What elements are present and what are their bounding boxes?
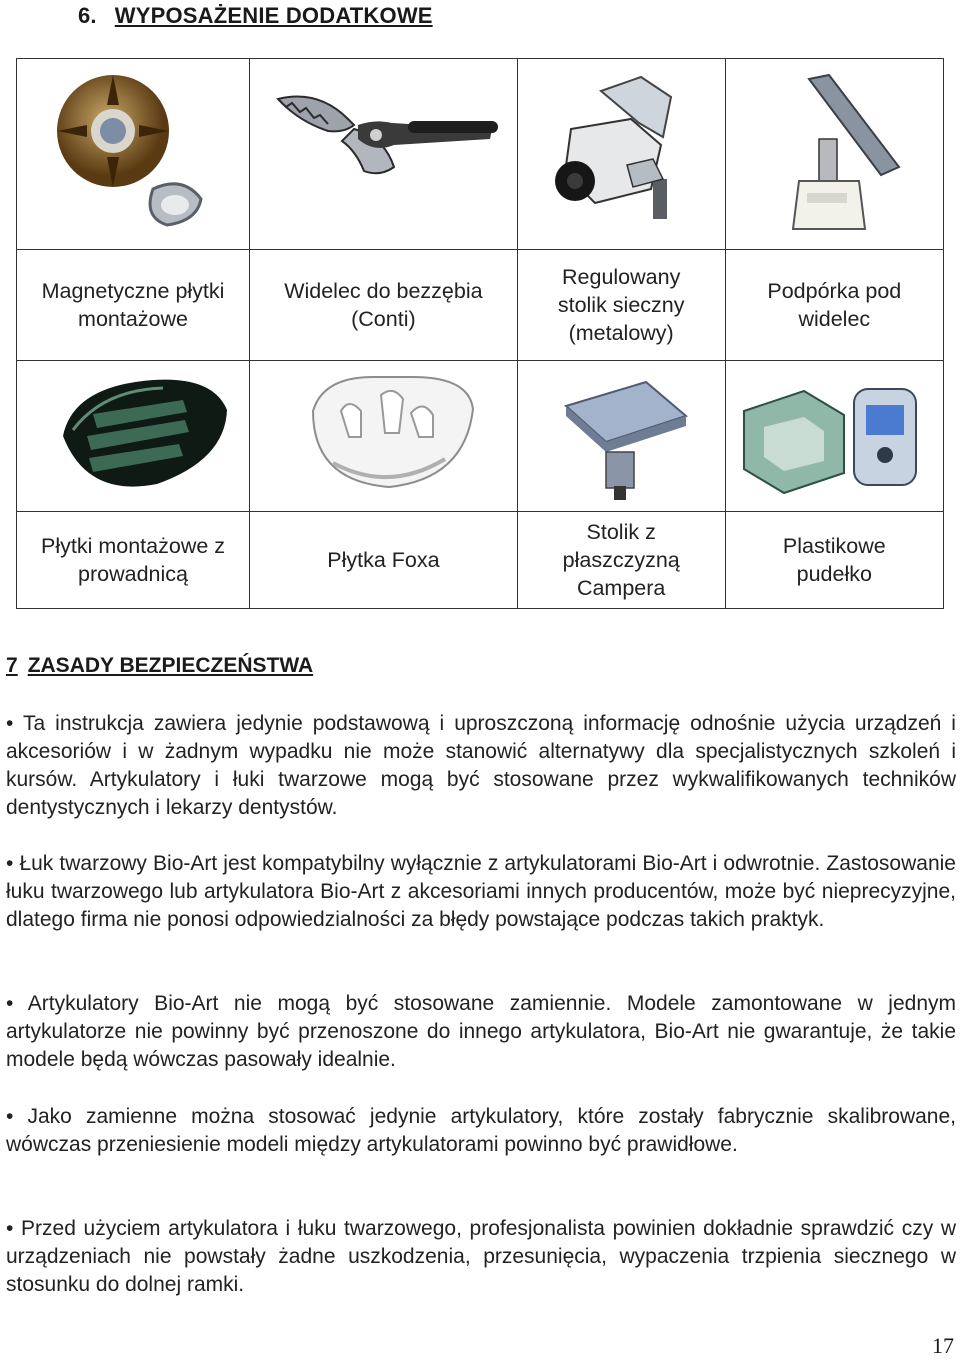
safety-paragraph-5: [6, 1215, 956, 1299]
fork-support-cell: [725, 59, 943, 250]
caption-guided-plates: Płytki montażowe z prowadnicą: [17, 512, 250, 609]
section-7-number: 7: [6, 654, 18, 677]
safety-text-1: Ta instrukcja zawiera jedynie podstawową i uproszczoną informację odnośnie użycia urządzeń i akcesoriów i w żadnym wypadku nie może stanowić alternatywy dla specjalistycznych szkoleń i kursów. Artykulatory i łuki twarzowe mogą być stosowane przez wykwalifikowanych techników dentystycznych i lekarzy dentystów.: [6, 712, 956, 819]
safety-paragraph-3: [6, 990, 956, 1074]
accessories-caption-row-2: [17, 512, 944, 609]
safety-text-2: Łuk twarzowy Bio-Art jest kompatybilny wyłącznie z artykulatorami Bio-Art i odwrotnie. Zastosowanie łuku twarzowego lub artykulatora Bio-Art z akcesoriami innych producentów, może być nieprecyzyjne, dlatego firma nie ponosi odpowiedzialności za błędy powstające podczas takich praktyk.: [6, 852, 956, 931]
section-7-heading: [6, 654, 313, 678]
safety-paragraph-1: [6, 710, 956, 822]
safety-text-5: Przed użyciem artykulatora i łuku twarzowego, profesjonalista powinien dokładnie sprawdzić czy w urządzeniach nie powstały żadne uszkodzenia, przesunięcia, wypaczenia trzpienia siecznego w stosunku do dolnej ramki.: [6, 1217, 956, 1296]
bullet-marker: •: [6, 1105, 14, 1128]
bullet-marker: •: [6, 992, 14, 1015]
magnetic-plates-photo: [33, 69, 233, 239]
magnetic-plates-cell: [17, 59, 250, 250]
adjustable-table-cell: [517, 59, 725, 250]
page-number: 17: [932, 1333, 954, 1358]
caption-plastic-box: Plastikowe pudełko: [725, 512, 943, 609]
bullet-marker: •: [6, 852, 14, 875]
guided-plates-cell: [17, 361, 250, 512]
fork-cell: [250, 59, 518, 250]
accessories-table: [16, 58, 944, 609]
caption-fork-support: Podpórka pod widelec: [725, 250, 943, 361]
safety-text-4: Jako zamienne można stosować jedynie artykulatory, które zostały fabrycznie skalibrowane, wówczas przeniesienie modeli między artykulatorami powinno być prawidłowe.: [6, 1105, 956, 1156]
bullet-marker: •: [6, 712, 14, 735]
section-6-title: WYPOSAŻENIE DODATKOWE: [114, 3, 433, 28]
safety-text-3: Artykulatory Bio-Art nie mogą być stosowane zamiennie. Modele zamontowane w jednym artykulatorze nie powinny być przenoszone do innego artykulatora, Bio-Art nie gwarantuje, że takie modele będą wówczas pasowały idealnie.: [6, 992, 956, 1071]
section-6-heading: [78, 3, 433, 29]
guided-plates-photo: [33, 366, 233, 506]
camper-table-photo: [536, 366, 706, 506]
caption-fox-plate: Płytka Foxa: [250, 512, 518, 609]
accessories-image-row-2: [17, 361, 944, 512]
fox-plate-photo: [283, 371, 483, 501]
safety-paragraph-4: [6, 1103, 956, 1159]
accessories-caption-row-1: [17, 250, 944, 361]
caption-camper-table: Stolik z płaszczyzną Campera: [517, 512, 725, 609]
accessories-image-row-1: [17, 59, 944, 250]
caption-magnetic-plates: Magnetyczne płytki montażowe: [17, 250, 250, 361]
plastic-box-cell: [725, 361, 943, 512]
plastic-box-photo: [734, 371, 934, 501]
bullet-marker: •: [6, 1217, 14, 1240]
fox-plate-cell: [250, 361, 518, 512]
fork-photo: [258, 79, 508, 229]
fork-support-photo: [749, 69, 919, 239]
section-6-number: 6.: [78, 3, 97, 28]
adjustable-table-photo: [531, 69, 711, 239]
camper-table-cell: [517, 361, 725, 512]
safety-paragraph-2: [6, 850, 956, 934]
caption-adjustable-table: Regulowany stolik sieczny (metalowy): [517, 250, 725, 361]
section-7-title: ZASADY BEZPIECZEŃSTWA: [27, 654, 314, 677]
caption-fork: Widelec do bezzębia (Conti): [250, 250, 518, 361]
